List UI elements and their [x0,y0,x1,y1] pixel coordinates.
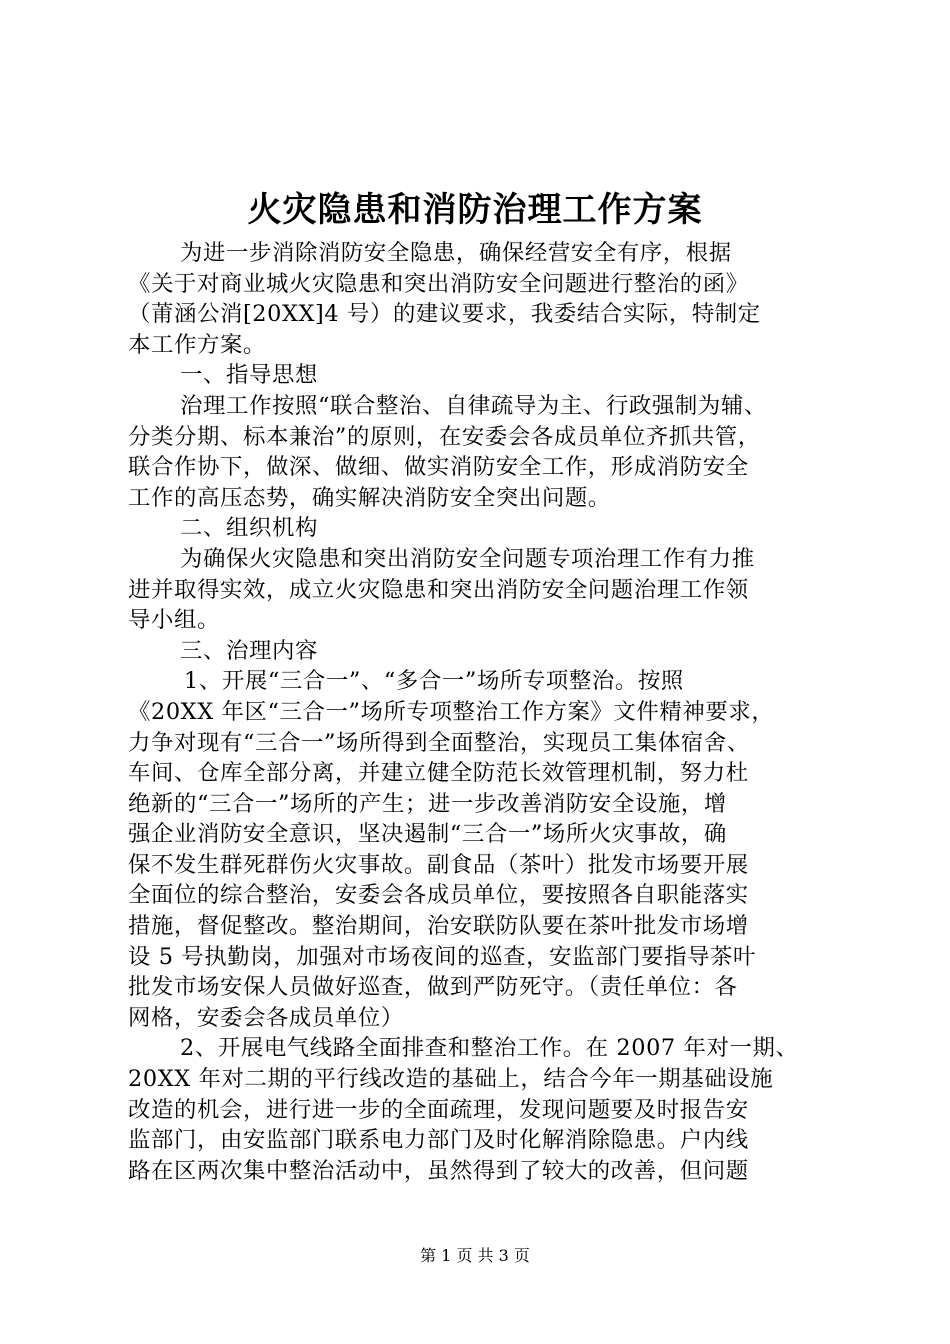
section-heading: 二、组织机构 [180,515,318,542]
paragraph-line: 为确保火灾隐患和突出消防安全问题专项治理工作有力推 [180,545,755,572]
paragraph-line: 工作的高压态势，确实解决消防安全突出问题。 [128,484,611,511]
paragraph-line: 本工作方案。 [128,331,266,358]
paragraph-line: 分类分期、标本兼治”的原则，在安委会各成员单位齐抓共管， [128,423,761,450]
paragraph-line: 联合作协下，做深、做细、做实消防安全工作，形成消防安全 [128,454,749,481]
section-heading: 三、治理内容 [180,637,318,664]
paragraph-line: 进并取得实效，成立火灾隐患和突出消防安全问题治理工作领 [128,576,749,603]
paragraph-line: 监部门，由安监部门联系电力部门及时化解消除隐患。户内线 [128,1127,749,1154]
paragraph-line: 力争对现有“三合一”场所得到全面整治，实现员工集体宿舍、 [128,729,750,756]
document-title: 火灾隐患和消防治理工作方案 [247,190,703,230]
paragraph-line: 2、开展电气线路全面排查和整治工作。在 2007 年对一期、 [180,1035,799,1062]
paragraph-line: 措施，督促整改。整治期间，治安联防队要在茶叶批发市场增 [128,913,749,940]
page-number-footer: 第 1 页 共 3 页 [420,1246,530,1265]
section-heading: 一、指导思想 [180,362,318,389]
paragraph-line: 治理工作按照“联合整治、自律疏导为主、行政强制为辅、 [180,392,767,419]
paragraph-line: 1、开展“三合一”、“多合一”场所专项整治。按照 [184,668,684,695]
paragraph-line: 路在区两次集中整治活动中，虽然得到了较大的改善，但问题 [128,1157,749,1184]
paragraph-line: 绝新的“三合一”场所的产生；进一步改善消防安全设施，增 [128,790,727,817]
paragraph-line: 导小组。 [128,607,220,634]
paragraph-line: （莆涵公消[20XX]4 号）的建议要求，我委结合实际，特制定 [128,301,761,328]
paragraph-line: 设 5 号执勤岗，加强对市场夜间的巡查，安监部门要指导茶叶 [128,943,757,970]
paragraph-line: 《关于对商业城火灾隐患和突出消防安全问题进行整治的函》 [128,270,749,297]
paragraph-line: 车间、仓库全部分离，并建立健全防范长效管理机制，努力杜 [128,760,749,787]
paragraph-line: 全面位的综合整治，安委会各成员单位，要按照各自职能落实 [128,882,749,909]
paragraph-line: 保不发生群死群伤火灾事故。副食品（茶叶）批发市场要开展 [128,851,749,878]
paragraph-line: 强企业消防安全意识，坚决遏制“三合一”场所火灾事故，确 [128,821,727,848]
paragraph-line: 改造的机会，进行进一步的全面疏理，发现问题要及时报告安 [128,1096,749,1123]
paragraph-line: 《20XX 年区“三合一”场所专项整治工作方案》文件精神要求， [128,698,775,725]
paragraph-line: 为进一步消除消防安全隐患，确保经营安全有序，根据 [180,240,732,266]
paragraph-line: 批发市场安保人员做好巡查，做到严防死守。（责任单位：各 [128,974,738,1001]
document-body [128,238,840,1186]
paragraph-line: 20XX 年对二期的平行线改造的基础上，结合今年一期基础设施 [128,1066,774,1093]
paragraph-line: 网格，安委会各成员单位） [128,1004,404,1031]
